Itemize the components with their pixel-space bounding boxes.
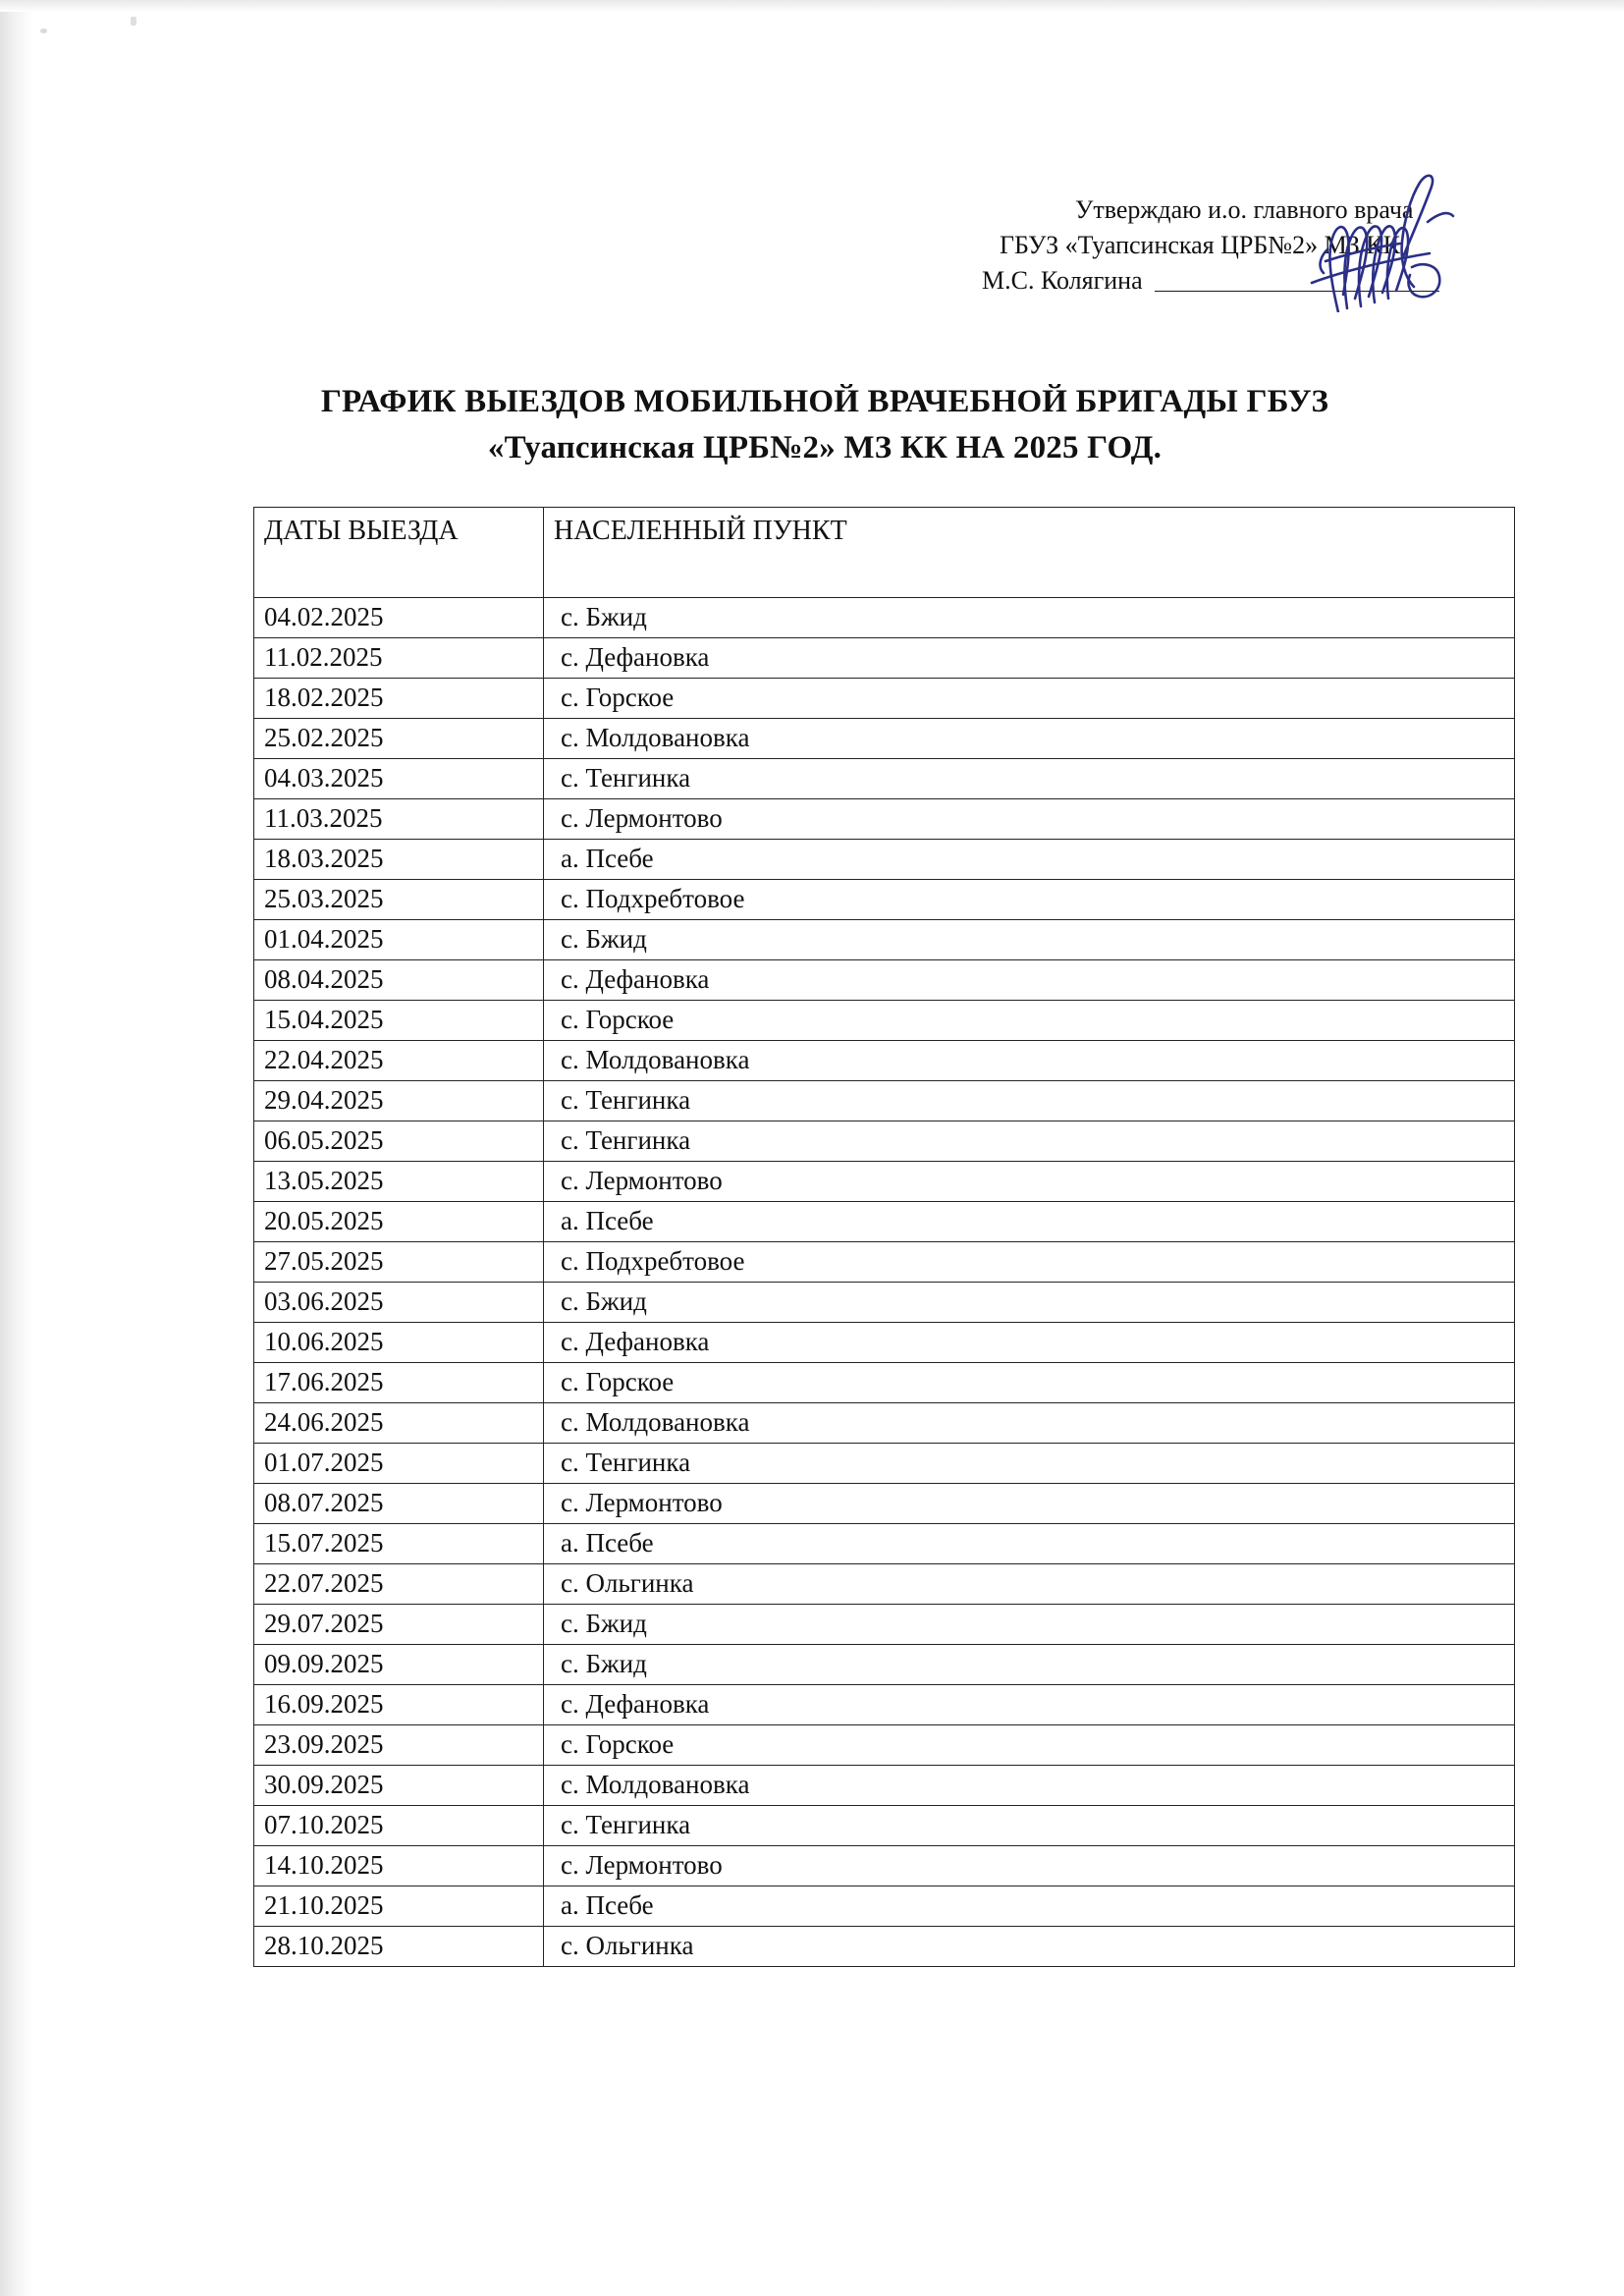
cell-date: 06.05.2025 <box>254 1121 544 1162</box>
scan-speck <box>40 28 47 33</box>
cell-date: 18.02.2025 <box>254 679 544 719</box>
table-row <box>254 1202 1515 1242</box>
table-row <box>254 840 1515 880</box>
cell-place: с. Дефановка <box>544 960 1515 1001</box>
cell-place: с. Ольгинка <box>544 1927 1515 1967</box>
cell-place: с. Тенгинка <box>544 1444 1515 1484</box>
scan-edge-shadow <box>0 0 33 2296</box>
cell-date: 07.10.2025 <box>254 1806 544 1846</box>
cell-place: с. Дефановка <box>544 638 1515 679</box>
cell-place: с. Бжид <box>544 598 1515 638</box>
cell-date: 14.10.2025 <box>254 1846 544 1886</box>
cell-place: с. Горское <box>544 1001 1515 1041</box>
cell-place: с. Подхребтовое <box>544 880 1515 920</box>
table-row <box>254 1283 1515 1323</box>
cell-date: 13.05.2025 <box>254 1162 544 1202</box>
approval-line-organization: ГБУЗ «Туапсинская ЦРБ№2» МЗ КК <box>1000 231 1400 259</box>
cell-place: с. Горское <box>544 1725 1515 1766</box>
table-row <box>254 1081 1515 1121</box>
cell-place: с. Лермонтово <box>544 799 1515 840</box>
cell-place: с. Тенгинка <box>544 1121 1515 1162</box>
table-row <box>254 679 1515 719</box>
cell-place: с. Молдовановка <box>544 1766 1515 1806</box>
cell-place: с. Молдовановка <box>544 1403 1515 1444</box>
table-row <box>254 920 1515 960</box>
cell-place: с. Тенгинка <box>544 1806 1515 1846</box>
cell-place: с. Лермонтово <box>544 1846 1515 1886</box>
cell-date: 20.05.2025 <box>254 1202 544 1242</box>
table-row <box>254 1242 1515 1283</box>
table-row <box>254 960 1515 1001</box>
table-row <box>254 1484 1515 1524</box>
table-row <box>254 1121 1515 1162</box>
table-row <box>254 799 1515 840</box>
table-row <box>254 1927 1515 1967</box>
page-title-line-1: ГРАФИК ВЫЕЗДОВ МОБИЛЬНОЙ ВРАЧЕБНОЙ БРИГАДЫ ГБУЗ <box>320 384 1329 419</box>
cell-date: 27.05.2025 <box>254 1242 544 1283</box>
approval-block <box>982 192 1532 299</box>
schedule-table <box>253 507 1515 1967</box>
table-row <box>254 1685 1515 1725</box>
cell-place: с. Лермонтово <box>544 1162 1515 1202</box>
scan-speck <box>131 17 136 26</box>
cell-place: а. Псебе <box>544 1886 1515 1927</box>
table-row <box>254 1524 1515 1564</box>
cell-place: с. Молдовановка <box>544 719 1515 759</box>
table-row <box>254 1846 1515 1886</box>
cell-place: с. Молдовановка <box>544 1041 1515 1081</box>
cell-date: 23.09.2025 <box>254 1725 544 1766</box>
cell-date: 21.10.2025 <box>254 1886 544 1927</box>
cell-date: 25.03.2025 <box>254 880 544 920</box>
cell-date: 11.02.2025 <box>254 638 544 679</box>
cell-date: 28.10.2025 <box>254 1927 544 1967</box>
scan-edge-shadow-top <box>0 0 1624 12</box>
cell-date: 09.09.2025 <box>254 1645 544 1685</box>
table-row <box>254 1162 1515 1202</box>
approval-line-name-row <box>982 263 1532 299</box>
cell-date: 29.07.2025 <box>254 1605 544 1645</box>
table-header-row <box>254 508 1515 598</box>
column-header-date: ДАТЫ ВЫЕЗДА <box>254 508 544 598</box>
cell-date: 10.06.2025 <box>254 1323 544 1363</box>
cell-date: 01.04.2025 <box>254 920 544 960</box>
table-row <box>254 598 1515 638</box>
cell-date: 04.02.2025 <box>254 598 544 638</box>
cell-date: 30.09.2025 <box>254 1766 544 1806</box>
table-row <box>254 1363 1515 1403</box>
table-row <box>254 1766 1515 1806</box>
table-row <box>254 1403 1515 1444</box>
cell-date: 25.02.2025 <box>254 719 544 759</box>
cell-date: 18.03.2025 <box>254 840 544 880</box>
cell-date: 16.09.2025 <box>254 1685 544 1725</box>
cell-date: 24.06.2025 <box>254 1403 544 1444</box>
page-title-line-2: «Туапсинская ЦРБ№2» МЗ КК НА 2025 ГОД. <box>487 430 1163 465</box>
cell-place: с. Тенгинка <box>544 1081 1515 1121</box>
cell-place: с. Бжид <box>544 1645 1515 1685</box>
cell-date: 03.06.2025 <box>254 1283 544 1323</box>
cell-place: с. Лермонтово <box>544 1484 1515 1524</box>
approval-line-position: Утверждаю и.о. главного врача <box>1075 195 1414 224</box>
cell-date: 22.04.2025 <box>254 1041 544 1081</box>
cell-date: 15.07.2025 <box>254 1524 544 1564</box>
cell-place: с. Ольгинка <box>544 1564 1515 1605</box>
cell-place: с. Дефановка <box>544 1323 1515 1363</box>
table-row <box>254 1323 1515 1363</box>
table-row <box>254 1645 1515 1685</box>
column-header-place: НАСЕЛЕННЫЙ ПУНКТ <box>544 508 1515 598</box>
cell-date: 17.06.2025 <box>254 1363 544 1403</box>
table-row <box>254 1725 1515 1766</box>
table-row <box>254 880 1515 920</box>
cell-date: 08.04.2025 <box>254 960 544 1001</box>
table-row <box>254 1001 1515 1041</box>
cell-place: с. Тенгинка <box>544 759 1515 799</box>
table-body <box>254 598 1515 1967</box>
page-title <box>147 379 1502 471</box>
approval-signer-name: М.С. Колягина <box>982 266 1143 295</box>
cell-date: 15.04.2025 <box>254 1001 544 1041</box>
table-row <box>254 1806 1515 1846</box>
cell-place: с. Горское <box>544 1363 1515 1403</box>
table-row <box>254 1564 1515 1605</box>
table-row <box>254 638 1515 679</box>
cell-place: с. Подхребтовое <box>544 1242 1515 1283</box>
table-row <box>254 719 1515 759</box>
table-row <box>254 759 1515 799</box>
cell-date: 01.07.2025 <box>254 1444 544 1484</box>
cell-place: а. Псебе <box>544 1524 1515 1564</box>
cell-place: с. Бжид <box>544 1283 1515 1323</box>
cell-place: с. Бжид <box>544 920 1515 960</box>
cell-date: 22.07.2025 <box>254 1564 544 1605</box>
cell-place: с. Бжид <box>544 1605 1515 1645</box>
table-row <box>254 1605 1515 1645</box>
signature-rule <box>1155 291 1439 292</box>
table-row <box>254 1041 1515 1081</box>
cell-date: 04.03.2025 <box>254 759 544 799</box>
cell-date: 08.07.2025 <box>254 1484 544 1524</box>
table-row <box>254 1886 1515 1927</box>
cell-place: а. Псебе <box>544 840 1515 880</box>
cell-place: с. Горское <box>544 679 1515 719</box>
cell-place: а. Псебе <box>544 1202 1515 1242</box>
cell-date: 11.03.2025 <box>254 799 544 840</box>
cell-date: 29.04.2025 <box>254 1081 544 1121</box>
cell-place: с. Дефановка <box>544 1685 1515 1725</box>
table-row <box>254 1444 1515 1484</box>
